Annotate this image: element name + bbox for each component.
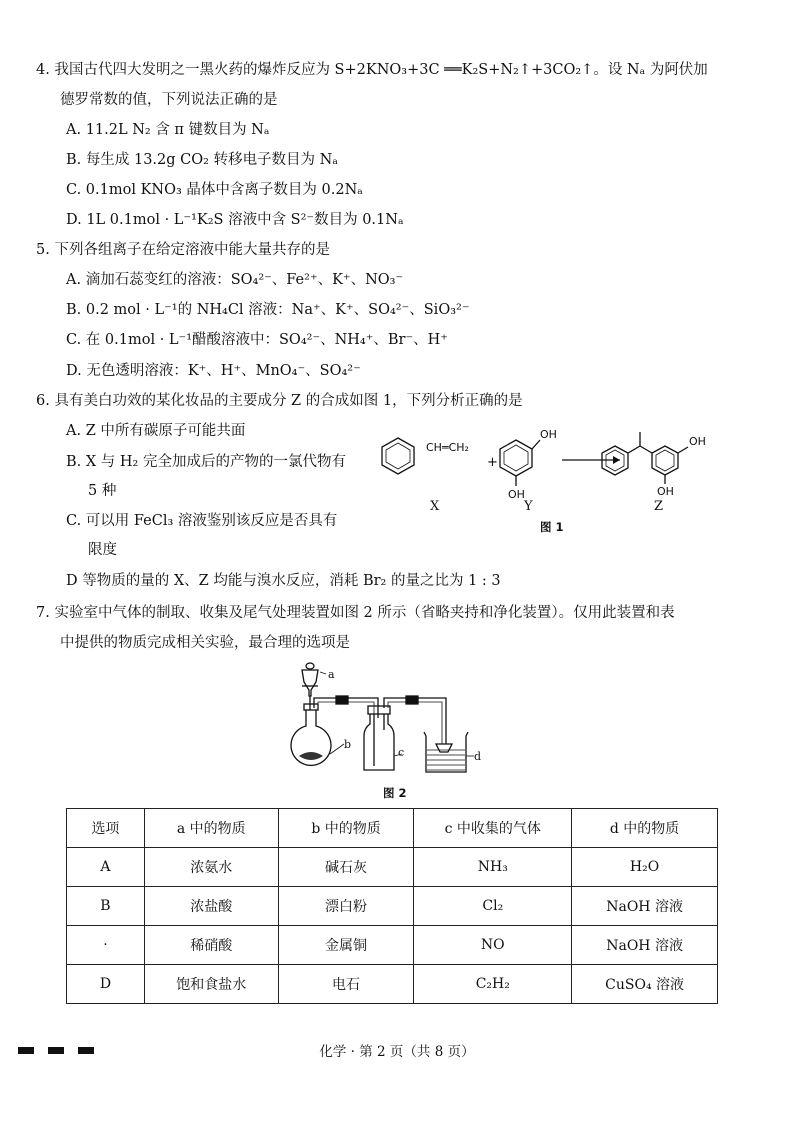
table-header-cell: c 中收集的气体 — [414, 809, 572, 848]
q4-option-d: D. 1L 0.1mol · L⁻¹K₂S 溶液中含 S²⁻数目为 0.1Nₐ — [66, 212, 404, 228]
figure-2-apparatus — [286, 660, 506, 800]
q5-option-c: C. 在 0.1mol · L⁻¹醋酸溶液中：SO₄²⁻、NH₄⁺、Br⁻、H⁺ — [66, 332, 448, 348]
table-cell: 稀硝酸 — [144, 926, 278, 965]
q5-option-d: D. 无色透明溶液：K⁺、H⁺、MnO₄⁻、SO₄²⁻ — [66, 363, 361, 379]
collecting-bottle — [364, 714, 394, 770]
table-header-cell: b 中的物质 — [278, 809, 414, 848]
liquid-in-beaker — [427, 750, 465, 770]
label-z: Z — [654, 499, 664, 514]
solid-in-flask — [299, 752, 323, 760]
q6-option-c-line2: 限度 — [88, 542, 117, 558]
figure-2-caption: 图 2 — [383, 786, 407, 800]
table-header-row — [67, 809, 718, 848]
bottle-stopper — [368, 706, 390, 714]
table-cell: Cl₂ — [414, 887, 572, 926]
table-cell: B — [67, 887, 145, 926]
z-oh-bottom: OH — [657, 485, 674, 498]
table-cell: 金属铜 — [278, 926, 414, 965]
q5-option-a: A. 滴加石蕊变红的溶液：SO₄²⁻、Fe²⁺、K⁺、NO₃⁻ — [66, 272, 404, 288]
table-cell: · — [67, 926, 145, 965]
table-header-cell: 选项 — [67, 809, 145, 848]
funnel-stopper — [306, 663, 314, 669]
inverted-funnel — [436, 744, 452, 752]
z-oh-right: OH — [689, 435, 706, 448]
delivery-tube-2 — [384, 698, 446, 744]
table-row — [67, 848, 718, 887]
x-vinyl-group: CH═CH₂ — [426, 441, 469, 454]
figure-1-caption: 图 1 — [540, 520, 564, 534]
q6-option-d: D 等物质的量的 X、Z 均能与溴水反应，消耗 Br₂ 的量之比为 1 : 3 — [66, 573, 501, 589]
label-x: X — [430, 499, 440, 514]
label-c: c — [398, 746, 405, 759]
table-row — [67, 926, 718, 965]
q4-stem-line2: 德罗常数的值，下列说法正确的是 — [60, 92, 278, 108]
table-cell: 浓氨水 — [144, 848, 278, 887]
q6-option-b-line2: 5 种 — [88, 483, 117, 499]
table-cell: NO — [414, 926, 572, 965]
table-cell: 饱和食盐水 — [144, 965, 278, 1004]
q5-stem: 5. 下列各组离子在给定溶液中能大量共存的是 — [36, 242, 330, 258]
table-cell: A — [67, 848, 145, 887]
table-cell: 浓盐酸 — [144, 887, 278, 926]
q7-stem-line1: 7. 实验室中气体的制取、收集及尾气处理装置如图 2 所示（省略夹持和净化装置）。仅用此装置和表 — [36, 605, 675, 621]
q6-option-a: A. Z 中所有碳原子可能共面 — [66, 423, 246, 439]
table-cell: CuSO₄ 溶液 — [572, 965, 718, 1004]
table-header-cell: a 中的物质 — [144, 809, 278, 848]
q5-option-b: B. 0.2 mol · L⁻¹的 NH₄Cl 溶液：Na⁺、K⁺、SO₄²⁻、SiO₃²⁻ — [66, 302, 470, 318]
q4-stem-line1: 4. 我国古代四大发明之一黑火药的爆炸反应为 S+2KNO₃+3C ══K₂S+N₂↑+3CO₂↑。设 Nₐ 为阿伏加 — [36, 62, 708, 78]
page-number: 化学 · 第 2 页（共 8 页） — [319, 1044, 475, 1060]
q6-option-c-line1: C. 可以用 FeCl₃ 溶液鉴别该反应是否具有 — [66, 513, 338, 529]
table-cell: NaOH 溶液 — [572, 926, 718, 965]
table-row — [67, 887, 718, 926]
y-oh-top: OH — [540, 428, 557, 441]
table-cell: C₂H₂ — [414, 965, 572, 1004]
label-b: b — [344, 738, 352, 751]
table-row — [67, 965, 718, 1004]
table-cell: NH₃ — [414, 848, 572, 887]
q7-stem-line2: 中提供的物质完成相关实验，最合理的选项是 — [60, 635, 350, 651]
q4-option-b: B. 每生成 13.2g CO₂ 转移电子数目为 Nₐ — [66, 152, 338, 168]
label-a: a — [328, 668, 335, 681]
label-d: d — [474, 750, 482, 763]
table-cell: D — [67, 965, 145, 1004]
plus-sign: + — [487, 455, 498, 470]
q6-stem: 6. 具有美白功效的某化妆品的主要成分 Z 的合成如图 1，下列分析正确的是 — [36, 393, 523, 409]
q4-option-a: A. 11.2L N₂ 含 π 键数目为 Nₐ — [66, 122, 270, 138]
separatory-funnel — [302, 670, 318, 696]
figure-1-reaction-scheme — [370, 418, 730, 538]
q4-option-c: C. 0.1mol KNO₃ 晶体中含离子数目为 0.2Nₐ — [66, 182, 363, 198]
table-cell: H₂O — [572, 848, 718, 887]
table-cell: 漂白粉 — [278, 887, 414, 926]
flask-stopper — [304, 704, 318, 710]
y-oh-bottom: OH — [508, 488, 525, 501]
q6-option-b-line1: B. X 与 H₂ 完全加成后的产物的一氯代物有 — [66, 454, 346, 470]
label-y: Y — [524, 499, 533, 514]
table-cell: 碱石灰 — [278, 848, 414, 887]
table-cell: 电石 — [278, 965, 414, 1004]
options-table — [66, 808, 718, 1004]
table-header-cell: d 中的物质 — [572, 809, 718, 848]
table-cell: NaOH 溶液 — [572, 887, 718, 926]
